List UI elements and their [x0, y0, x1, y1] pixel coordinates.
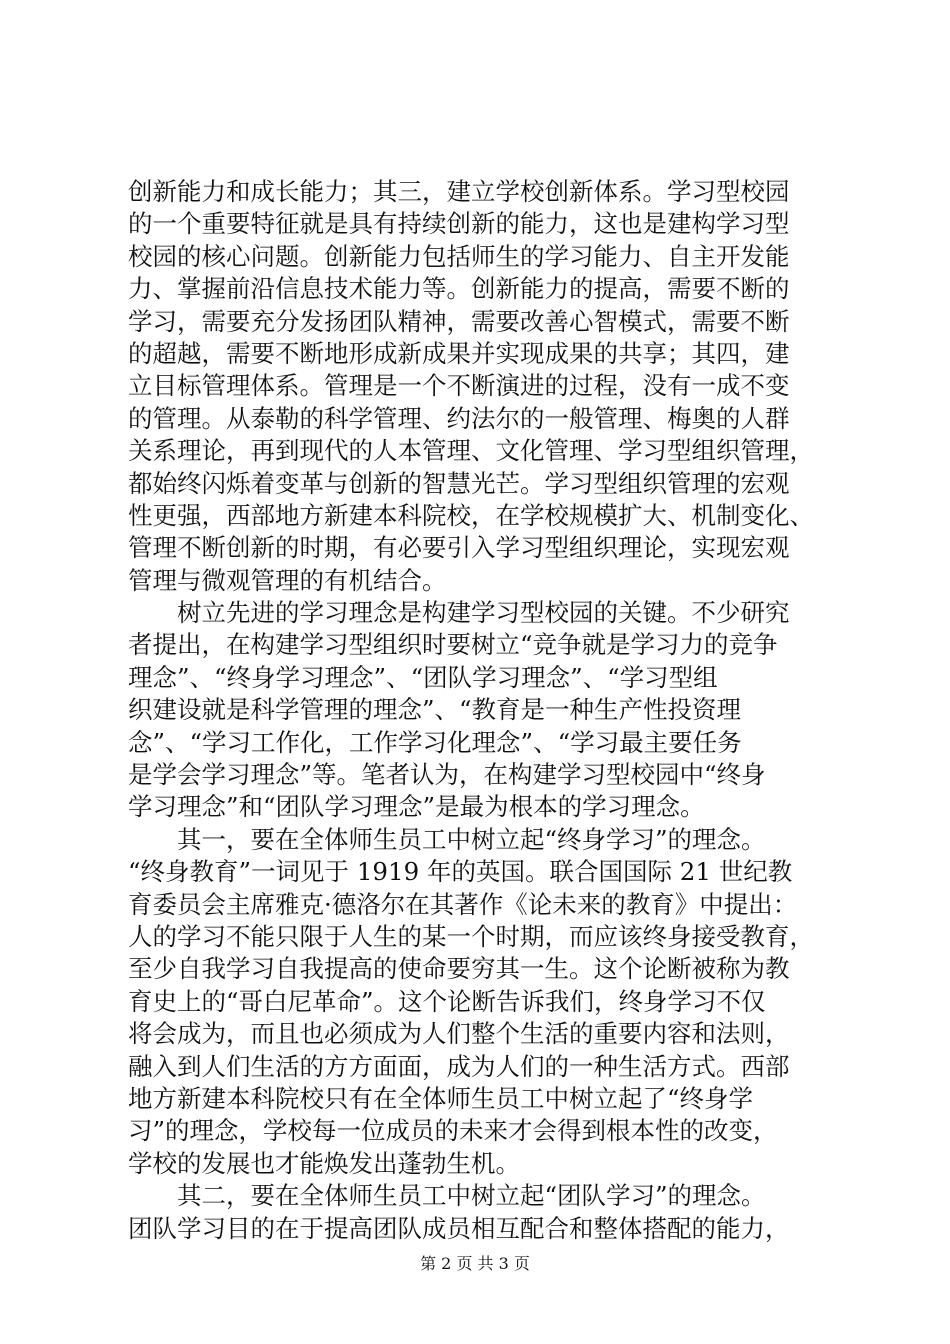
text-line: 都始终闪烁着变革与创新的智慧光芒。学习型组织管理的宏观 — [128, 468, 790, 498]
text-line: 性更强，西部地方新建本科院校，在学校规模扩大、机制变化、 — [128, 500, 814, 530]
body-text — [128, 176, 848, 1245]
text-line: 是学会学习理念”等。笔者认为，在构建学习型校园中“终身 — [128, 760, 766, 790]
text-line: 融入到人们生活的方方面面，成为人们的一种生活方式。西部 — [128, 1051, 790, 1081]
text-line: 至少自我学习自我提高的使命要穷其一生。这个论断被称为教 — [128, 954, 790, 984]
text-line: 关系理论，再到现代的人本管理、文化管理、学习型组织管理， — [128, 436, 814, 466]
text-line: 其二，要在全体师生员工中树立起“团队学习”的理念。 — [128, 1181, 766, 1211]
text-line: 树立先进的学习理念是构建学习型校园的关键。不少研究 — [128, 598, 790, 628]
text-line: 管理与微观管理的有机结合。 — [128, 565, 447, 595]
text-line: 的管理。从泰勒的科学管理、约法尔的一般管理、梅奥的人群 — [128, 403, 790, 433]
text-line: 人的学习不能只限于人生的某一个时期，而应该终身接受教育， — [128, 921, 814, 951]
text-line: 织建设就是科学管理的理念”、“教育是一种生产性投资理 — [128, 695, 742, 725]
text-line: 力、掌握前沿信息技术能力等。创新能力的提高，需要不断的 — [128, 274, 790, 304]
text-line: 学校的发展也才能焕发出蓬勃生机。 — [128, 1148, 520, 1178]
text-line: 学习，需要充分发扬团队精神，需要改善心智模式，需要不断 — [128, 306, 790, 336]
text-line: 念”、“学习工作化，工作学习化理念”、“学习最主要任务 — [128, 727, 742, 757]
text-line: 育委员会主席雅克·德洛尔在其著作《论未来的教育》中提出： — [128, 889, 798, 919]
text-line: 学习理念”和“团队学习理念”是最为根本的学习理念。 — [128, 792, 705, 822]
text-line: 的一个重要特征就是具有持续创新的能力，这也是建构学习型 — [128, 209, 790, 239]
text-line: 立目标管理体系。管理是一个不断演进的过程，没有一成不变 — [128, 371, 790, 401]
text-line: 育史上的“哥白尼革命”。这个论断告诉我们，终身学习不仅 — [128, 986, 766, 1016]
text-line: 将会成为，而且也必须成为人们整个生活的重要内容和法则， — [128, 1019, 790, 1049]
text-line: 者提出，在构建学习型组织时要树立“竞争就是学习力的竞争 — [128, 630, 778, 660]
text-line: 校园的核心问题。创新能力包括师生的学习能力、自主开发能 — [128, 241, 790, 271]
text-line: 习”的理念，学校每一位成员的未来才会得到根本性的改变， — [128, 1116, 778, 1146]
text-line: 的超越，需要不断地形成新成果并实现成果的共享；其四，建 — [128, 338, 790, 368]
text-line: 地方新建本科院校只有在全体师生员工中树立起了“终身学 — [128, 1083, 754, 1113]
text-line: “终身教育”一词见于 1919 年的英国。联合国国际 21 世纪教 — [128, 857, 793, 887]
text-line: 其一，要在全体师生员工中树立起“终身学习”的理念。 — [128, 824, 766, 854]
text-line: 理念”、“终身学习理念”、“团队学习理念”、“学习型组 — [128, 662, 718, 692]
text-line: 创新能力和成长能力；其三，建立学校创新体系。学习型校园 — [128, 177, 790, 206]
text-line: 团队学习目的在于提高团队成员相互配合和整体搭配的能力， — [128, 1213, 790, 1243]
page-footer: 第 2 页 共 3 页 — [420, 1254, 530, 1273]
text-line: 管理不断创新的时期，有必要引入学习型组织理论，实现宏观 — [128, 533, 790, 563]
